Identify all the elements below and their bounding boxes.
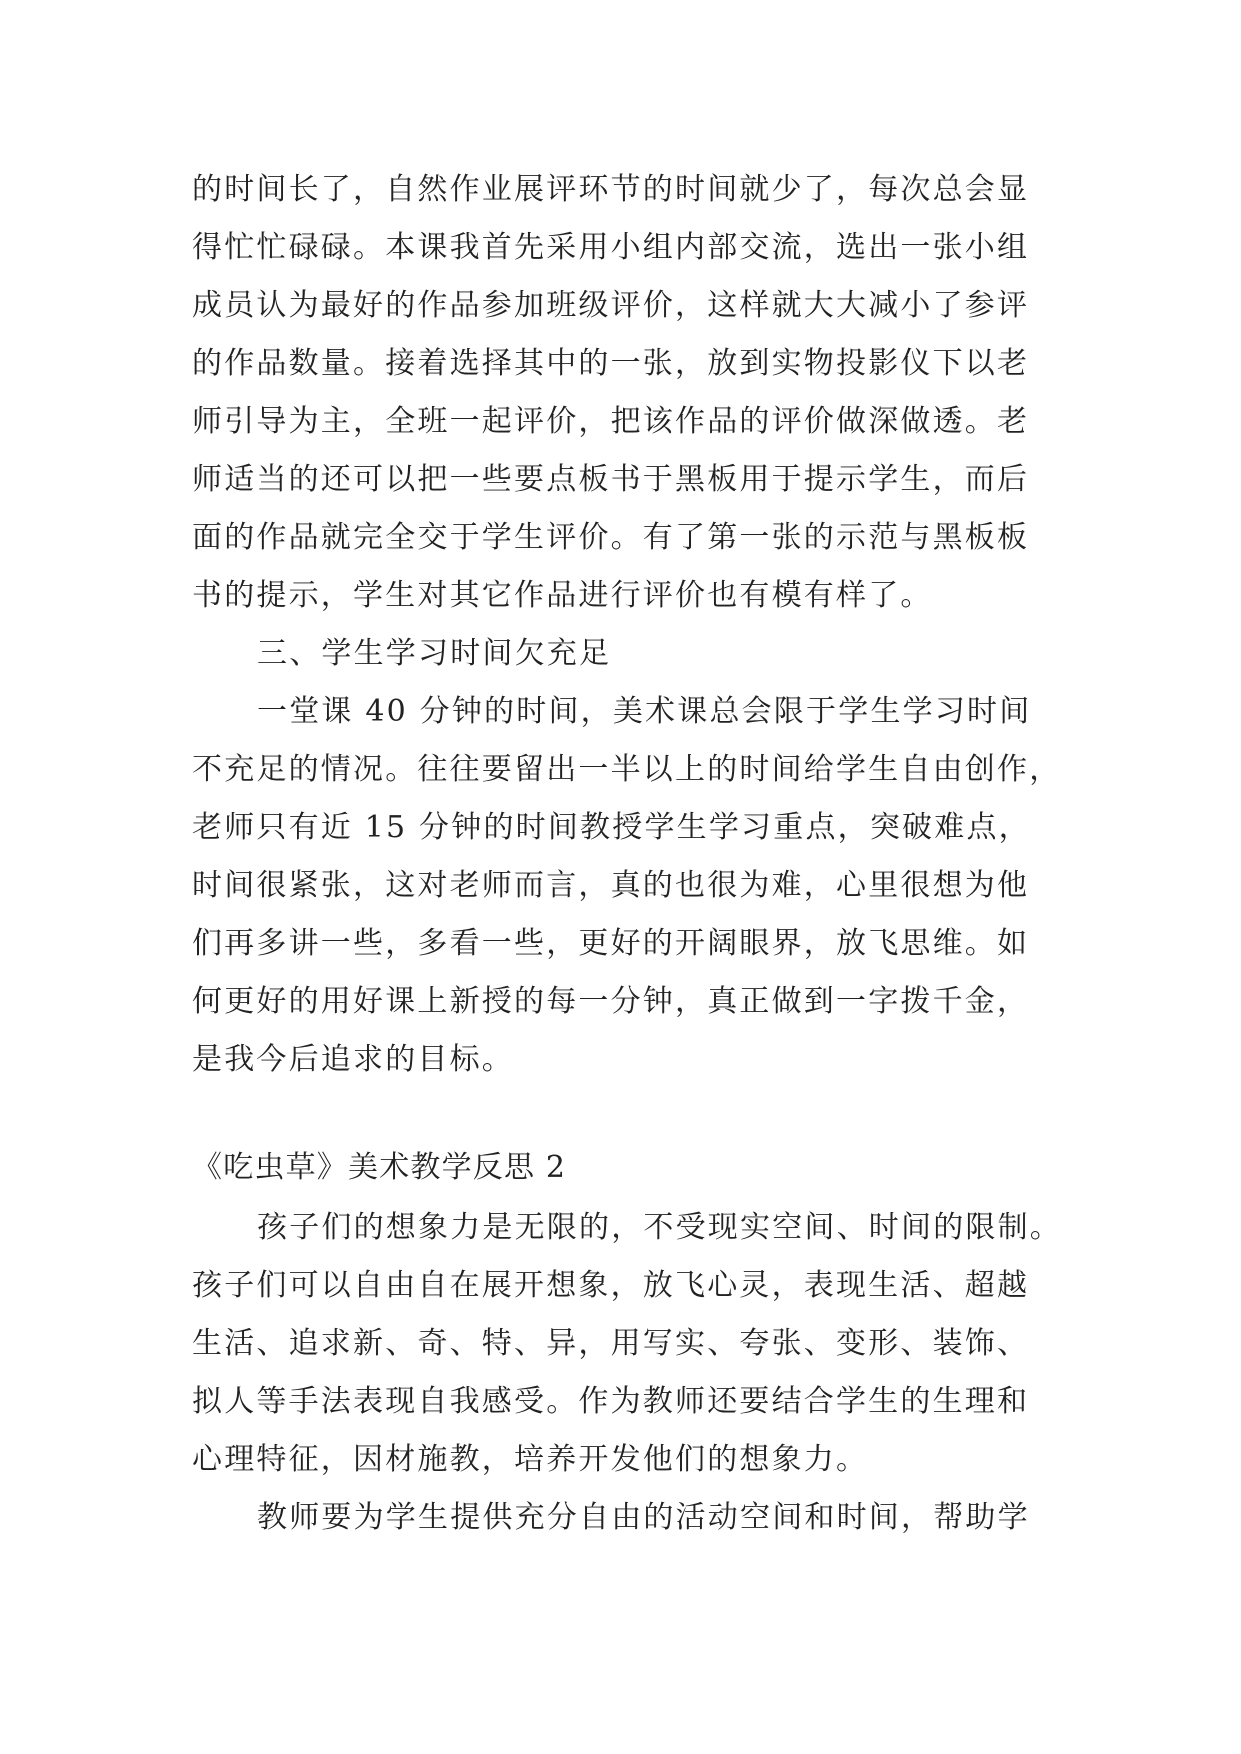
text-line: 心理特征，因材施教，培养开发他们的想象力。 bbox=[192, 1442, 869, 1477]
text-line: 何更好的用好课上新授的每一分钟，真正做到一字拨千金， bbox=[192, 984, 1030, 1019]
text-line: 成员认为最好的作品参加班级评价，这样就大大减小了参评 bbox=[192, 288, 1030, 323]
text-line: 们再多讲一些，多看一些，更好的开阔眼界，放飞思维。如 bbox=[192, 926, 1030, 961]
text-line: 是我今后追求的目标。 bbox=[192, 1042, 514, 1077]
text-line: 拟人等手法表现自我感受。作为教师还要结合学生的生理和 bbox=[192, 1384, 1030, 1419]
text-line: 的作品数量。接着选择其中的一张，放到实物投影仪下以老 bbox=[192, 346, 1030, 381]
text-line: 师适当的还可以把一些要点板书于黑板用于提示学生，而后 bbox=[192, 462, 1030, 497]
text-line: 时间很紧张，这对老师而言，真的也很为难，心里很想为他 bbox=[192, 868, 1030, 903]
text-line: 不充足的情况。往往要留出一半以上的时间给学生自由创作， bbox=[192, 752, 1062, 787]
text-line: 老师只有近 15 分钟的时间教授学生学习重点，突破难点， bbox=[192, 810, 1031, 845]
section-heading: 三、学生学习时间欠充足 bbox=[257, 636, 612, 671]
text-line: 的时间长了，自然作业展评环节的时间就少了，每次总会显 bbox=[192, 172, 1030, 207]
text-line: 生活、追求新、奇、特、异，用写实、夸张、变形、装饰、 bbox=[192, 1326, 1030, 1361]
text-line: 面的作品就完全交于学生评价。有了第一张的示范与黑板板 bbox=[192, 520, 1030, 555]
text-line: 孩子们的想象力是无限的，不受现实空间、时间的限制。 bbox=[257, 1210, 1062, 1245]
text-line: 得忙忙碌碌。本课我首先采用小组内部交流，选出一张小组 bbox=[192, 230, 1030, 265]
text-line: 教师要为学生提供充分自由的活动空间和时间，帮助学 bbox=[257, 1500, 1030, 1535]
text-line: 书的提示，学生对其它作品进行评价也有模有样了。 bbox=[192, 578, 933, 613]
article-title: 《吃虫草》美术教学反思 2 bbox=[192, 1150, 567, 1185]
text-line: 孩子们可以自由自在展开想象，放飞心灵，表现生活、超越 bbox=[192, 1268, 1030, 1303]
text-line: 一堂课 40 分钟的时间，美术课总会限于学生学习时间 bbox=[257, 694, 1032, 729]
text-line: 师引导为主，全班一起评价，把该作品的评价做深做透。老 bbox=[192, 404, 1030, 439]
